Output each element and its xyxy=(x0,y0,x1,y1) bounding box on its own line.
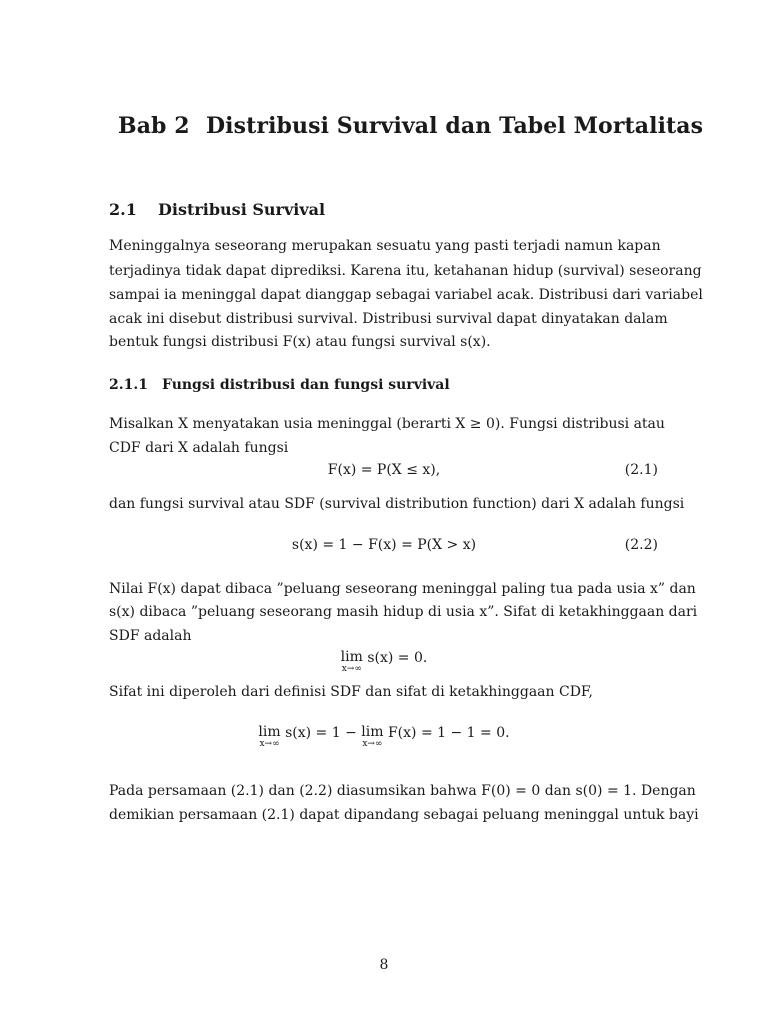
section-paragraph-line: terjadinya tidak dapat diprediksi. Karena itu, ketahanan hidup (survival) seseorang xyxy=(109,263,702,279)
chapter-heading xyxy=(118,113,703,139)
paragraph-line: s(x) dibaca ”peluang seseorang masih hidup di usia x”. Sifat di ketakhinggaan dari xyxy=(109,604,698,620)
section-paragraph-line: Meninggalnya seseorang merupakan sesuatu yang pasti terjadi namun kapan xyxy=(109,238,661,254)
subsection-heading xyxy=(109,377,450,393)
page-number: 8 xyxy=(379,957,389,973)
limit-operator: lim x→∞ xyxy=(361,724,384,749)
chapter-number: Bab 2 xyxy=(118,113,190,139)
paragraph-line: Pada persamaan (2.1) dan (2.2) diasumsikan bahwa F(0) = 0 dan s(0) = 1. Dengan xyxy=(109,783,696,799)
equation-label-2-2: (2.2) xyxy=(624,537,658,553)
limit-expression-middle: s(x) = 1 − xyxy=(280,725,362,741)
paragraph-line: Misalkan X menyatakan usia meninggal (berarti X ≥ 0). Fungsi distribusi atau xyxy=(109,416,665,432)
paragraph-line: Sifat ini diperoleh dari definisi SDF dan sifat di ketakhinggaan CDF, xyxy=(109,684,593,700)
paragraph-line: CDF dari X adalah fungsi xyxy=(109,440,289,456)
equation-label-2-1: (2.1) xyxy=(624,462,658,478)
limit-expression: s(x) = 0. xyxy=(362,650,428,666)
limit-subscript: x→∞ xyxy=(362,739,383,749)
limit-equation xyxy=(109,650,659,674)
paragraph-line: Nilai F(x) dapat dibaca ”peluang seseorang meninggal paling tua pada usia x” dan xyxy=(109,581,696,597)
section-number: 2.1 xyxy=(109,200,137,219)
paragraph-line: SDF adalah xyxy=(109,628,192,644)
paragraph-line: dan fungsi survival atau SDF (survival distribution function) dari X adalah fungsi xyxy=(109,496,685,512)
subsection-number: 2.1.1 xyxy=(109,377,148,393)
section-paragraph-line: acak ini disebut distribusi survival. Distribusi survival dapat dinyatakan dalam xyxy=(109,311,668,327)
limit-operator: lim x→∞ xyxy=(258,724,281,749)
limit-expression-end: F(x) = 1 − 1 = 0. xyxy=(383,725,510,741)
section-paragraph-line: bentuk fungsi distribusi F(x) atau fungsi survival s(x). xyxy=(109,334,491,350)
equation-2-1: F(x) = P(X ≤ x), xyxy=(327,462,441,478)
limit-equation-cdf xyxy=(109,725,659,749)
section-title: Distribusi Survival xyxy=(158,200,326,219)
section-heading xyxy=(109,200,325,219)
limit-operator: lim x→∞ xyxy=(340,649,363,674)
paragraph-line: demikian persamaan (2.1) dapat dipandang sebagai peluang meninggal untuk bayi xyxy=(109,807,699,823)
section-paragraph-line: sampai ia meninggal dapat dianggap sebagai variabel acak. Distribusi dari variabel xyxy=(109,287,703,303)
equation-2-2: s(x) = 1 − F(x) = P(X > x) xyxy=(291,537,477,553)
subsection-title: Fungsi distribusi dan fungsi survival xyxy=(162,377,450,393)
limit-subscript: x→∞ xyxy=(259,739,280,749)
chapter-title: Distribusi Survival dan Tabel Mortalitas xyxy=(206,113,704,139)
limit-subscript: x→∞ xyxy=(341,664,362,674)
